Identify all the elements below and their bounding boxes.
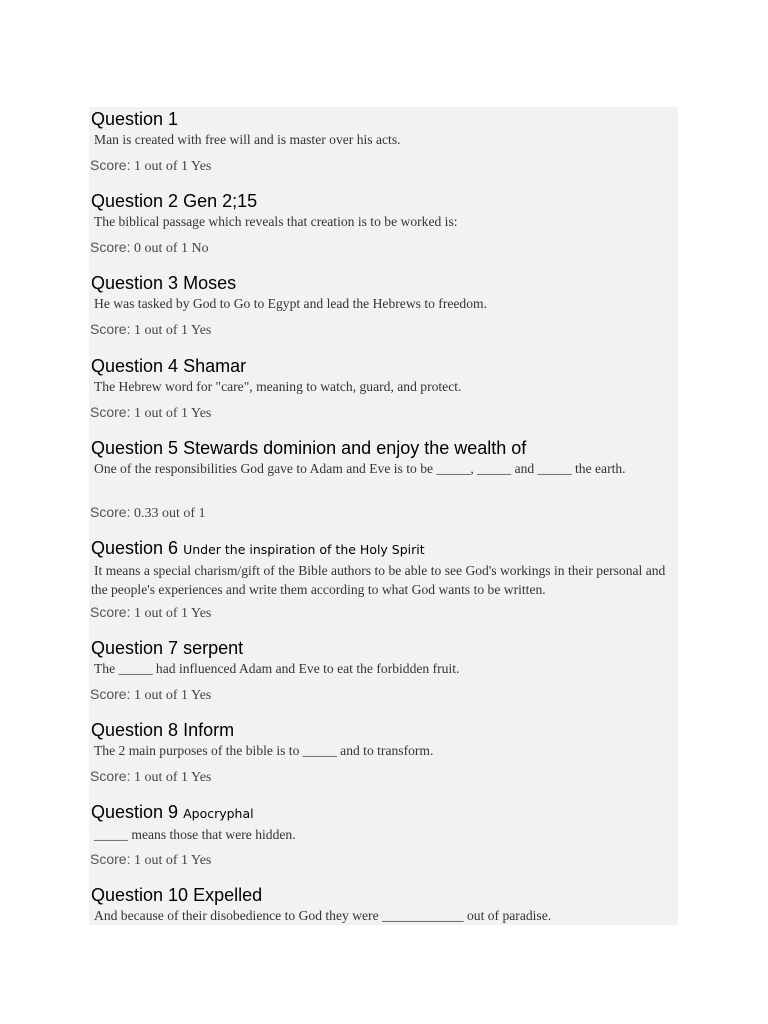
question-block bbox=[91, 719, 433, 760]
question-score: Score: 1 out of 1 Yes bbox=[90, 404, 212, 421]
question-score: Score: 1 out of 1 Yes bbox=[90, 321, 212, 338]
question-text: The Hebrew word for "care", meaning to watch, guard, and protect. bbox=[94, 379, 462, 394]
question-title: Question 7 serpent bbox=[91, 638, 244, 658]
question-title: Question 3 Moses bbox=[91, 273, 237, 293]
question-text: He was tasked by God to Go to Egypt and lead the Hebrews to freedom. bbox=[94, 296, 487, 311]
question-title: Question 5 Stewards dominion and enjoy the wealth of bbox=[91, 438, 527, 458]
question-text: One of the responsibilities God gave to Adam and Eve is to be _____, _____ and _____ the earth. bbox=[94, 461, 626, 476]
question-title: Question 2 Gen 2;15 bbox=[91, 191, 258, 211]
question-answer: Apocryphal bbox=[183, 806, 254, 821]
question-title: Question 1 bbox=[91, 109, 179, 129]
question-text: The _____ had influenced Adam and Eve to eat the forbidden fruit. bbox=[94, 661, 460, 676]
question-score: Score: 0 out of 1 No bbox=[90, 239, 209, 256]
question-score: Score: 0.33 out of 1 bbox=[90, 504, 206, 521]
question-score: Score: 1 out of 1 Yes bbox=[90, 851, 212, 868]
question-answer: Shamar bbox=[183, 356, 247, 376]
question-block bbox=[91, 637, 459, 678]
question-title: Question 4 Shamar bbox=[91, 356, 247, 376]
question-block bbox=[91, 108, 401, 149]
question-block bbox=[91, 272, 487, 313]
question-score: Score: 1 out of 1 Yes bbox=[90, 686, 212, 703]
question-answer: Moses bbox=[183, 273, 237, 293]
question-answer: serpent bbox=[183, 638, 244, 658]
question-text: The 2 main purposes of the bible is to _____ and to transform. bbox=[94, 743, 434, 758]
question-answer: Stewards dominion and enjoy the wealth of bbox=[183, 438, 527, 458]
question-text: Man is created with free will and is master over his acts. bbox=[94, 132, 401, 147]
question-answer: Inform bbox=[183, 720, 235, 740]
question-text: It means a special charism/gift of the Bible authors to be able to see God's workings in their personal and the people's experiences and write them according to what God wants to be written. bbox=[91, 563, 666, 597]
question-answer: Gen 2;15 bbox=[183, 191, 258, 211]
question-title: Question 10 Expelled bbox=[91, 885, 263, 905]
question-block bbox=[91, 801, 296, 844]
question-text: _____ means those that were hidden. bbox=[94, 827, 296, 842]
question-score: Score: 1 out of 1 Yes bbox=[90, 768, 212, 785]
question-title: Question 6 Under the inspiration of the Holy Spirit bbox=[91, 538, 425, 558]
question-block bbox=[91, 437, 676, 478]
question-title: Question 8 Inform bbox=[91, 720, 235, 740]
question-block bbox=[91, 355, 461, 396]
question-answer: Under the inspiration of the Holy Spirit bbox=[183, 542, 425, 557]
question-text: The biblical passage which reveals that creation is to be worked is: bbox=[94, 214, 458, 229]
question-text: And because of their disobedience to God they were ____________ out of paradise. bbox=[94, 908, 552, 923]
question-score: Score: 1 out of 1 Yes bbox=[90, 157, 212, 174]
question-block bbox=[91, 190, 458, 231]
question-title: Question 9 Apocryphal bbox=[91, 802, 254, 822]
question-answer: Expelled bbox=[193, 885, 263, 905]
question-block bbox=[91, 884, 551, 925]
question-score: Score: 1 out of 1 Yes bbox=[90, 604, 212, 621]
question-block bbox=[91, 537, 676, 599]
